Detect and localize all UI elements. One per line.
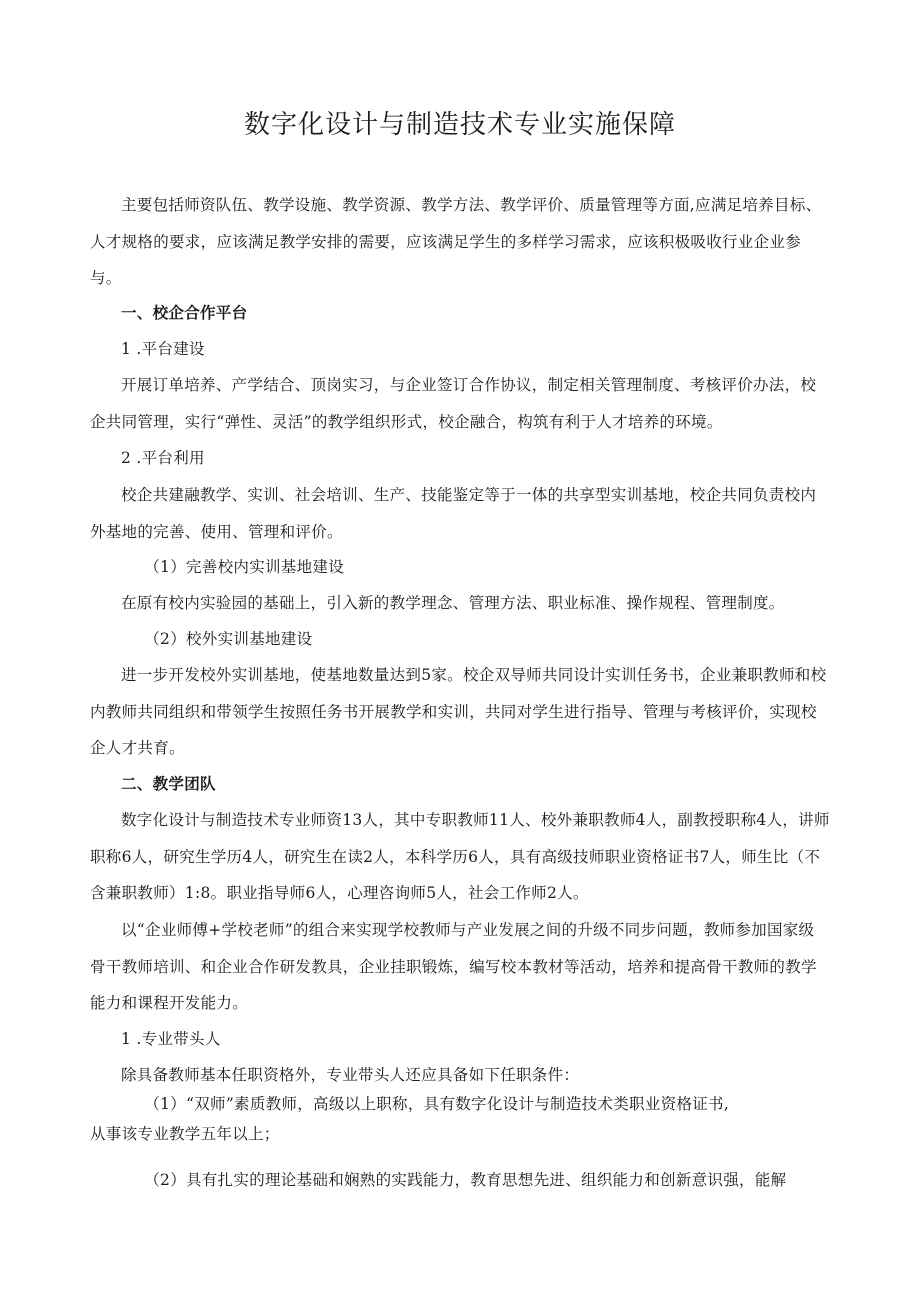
item-heading-1-2-1: （1）完善校内实训基地建设 [144,558,345,576]
paragraph-2-a: 数字化设计与制造技术专业师资13人，其中专职教师11人、校外兼职教师4人，副教授职称4人，讲师职称6人，研究生学历4人，研究生在读2人，本科学历6人，具有高级技师职业资格证书7人，师生比（不含兼职教师）1:8。职业指导师6人，心理咨询师5人，社会工作师2人。 [90,811,830,902]
intro-paragraph: 主要包括师资队伍、教学设施、教学资源、教学方法、教学评价、质量管理等方面,应满足培养目标、人才规格的要求，应该满足教学安排的需要，应该满足学生的多样学习需求，应该积极吸收行业企业参与。 [90,196,822,287]
paragraph-1-2: 校企共建融教学、实训、社会培训、生产、技能鉴定等于一体的共享型实训基地，校企共同负责校内外基地的完善、使用、管理和评价。 [90,486,817,541]
paragraph-2-1: 除具备教师基本任职资格外，专业带头人还应具备如下任职条件： [121,1066,580,1084]
subsection-heading-2-1: 1 .专业带头人 [121,1030,221,1048]
page-title: 数字化设计与制造技术专业实施保障 [243,110,676,140]
subsection-heading-1-2: 2 .平台利用 [121,449,205,467]
paragraph-1-1: 开展订单培养、产学结合、顶岗实习，与企业签订合作协议，制定相关管理制度、考核评价办法，校企共同管理，实行“弹性、灵活”的教学组织形式，校企融合，构筑有利于人才培养的环境。 [90,376,817,431]
section-heading-1: 一、校企合作平台 [121,303,248,322]
item-heading-1-2-2: （2）校外实训基地建设 [144,630,313,648]
paragraph-1-2-2: 进一步开发校外实训基地，使基地数量达到5家。校企双导师共同设计实训任务书，企业兼职教师和校内教师共同组织和带领学生按照任务书开展教学和实训，共同对学生进行指导、管理与考核评价，实现校企人才共育。 [90,666,827,757]
list-item-1-line-1: （1）“双师”素质教师，高级以上职称，具有数字化设计与制造技术类职业资格证书, [144,1095,730,1113]
subsection-heading-1-1: 1 .平台建设 [121,340,205,358]
list-item-1-line-2: 从事该专业教学五年以上； [90,1125,280,1143]
paragraph-2-b: 以“企业师傅+学校老师”的组合来实现学校教师与产业发展之间的升级不同步问题，教师参加国家级骨干教师培训、和企业合作研发教具，企业挂职锻炼，编写校本教材等活动，培养和提高骨干教师的教学能力和课程开发能力。 [90,921,817,1012]
list-item-2: （2）具有扎实的理论基础和娴熟的实践能力，教育思想先进、组织能力和创新意识强，能解 [144,1171,787,1189]
section-heading-2: 二、教学团队 [121,774,216,793]
paragraph-1-2-1: 在原有校内实验园的基础上，引入新的教学理念、管理方法、职业标准、操作规程、管理制度。 [121,594,785,612]
